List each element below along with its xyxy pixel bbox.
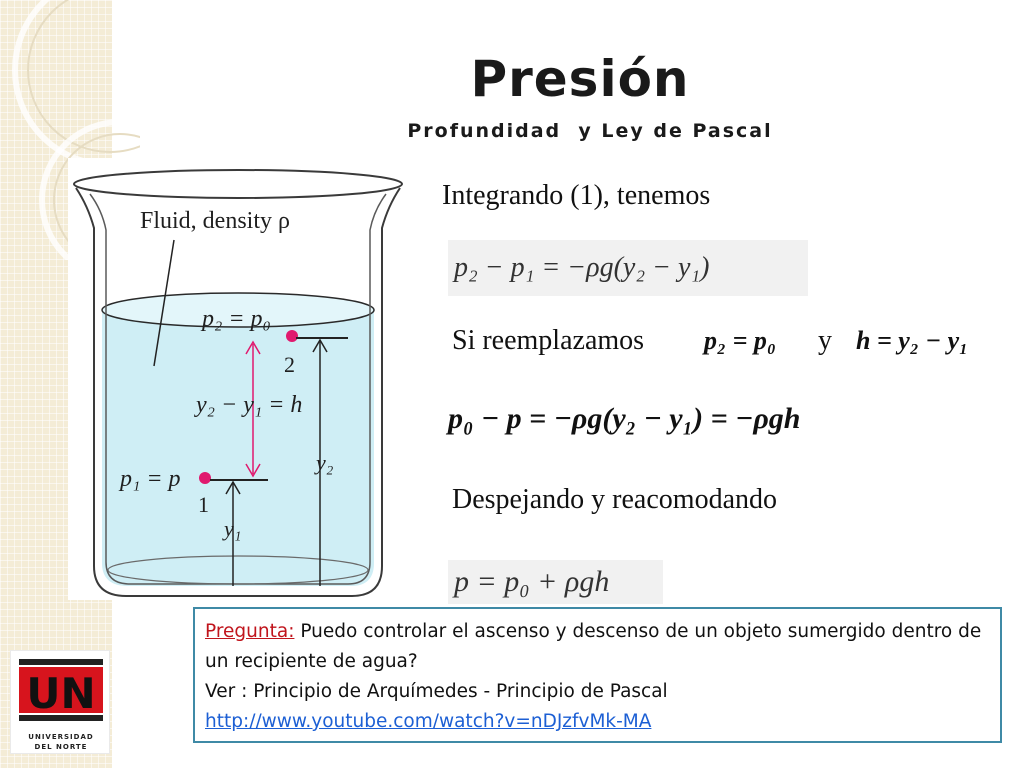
point-2-number: 2 (284, 352, 295, 377)
logo-caption-line-2: DEL NORTE (34, 743, 88, 751)
equation-3: p = p₀ + ρgh (448, 560, 663, 604)
beaker-rim (74, 170, 402, 198)
university-logo (10, 650, 110, 754)
y2-label: y₂ (316, 450, 334, 475)
and-text: y (818, 325, 832, 356)
solving-text: Despejando y reacomodando (452, 484, 777, 515)
h-label: y₂ − y₁ = h (196, 392, 303, 418)
question-label: Pregunta: (205, 621, 295, 642)
page-title: Presión (470, 50, 690, 108)
question-box (193, 607, 1002, 743)
fluid-label: Fluid, density ρ (140, 208, 290, 234)
video-link[interactable]: http://www.youtube.com/watch?v=nDJzfvMk-MA (205, 711, 652, 732)
point-2-marker (286, 330, 298, 342)
beaker-figure (68, 158, 408, 600)
un-logo-mark (11, 655, 111, 735)
point-1-number: 1 (198, 492, 209, 517)
integrating-text: Integrando (1), tenemos (442, 180, 711, 211)
question-text: Puedo controlar el ascenso y descenso de un objeto sumergido dentro de un recipiente de agua? (205, 621, 982, 672)
page-subtitle: Profundidad y Ley de Pascal (407, 120, 773, 142)
beaker-diagram (68, 158, 408, 600)
logo-caption-line-1: UNIVERSIDAD (28, 733, 94, 741)
p2-label: p₂ = p₀ (202, 306, 271, 332)
question-line (205, 617, 990, 677)
y1-label: y₁ (224, 516, 242, 541)
see-also-text: Ver : Principio de Arquímedes - Principio de Pascal (205, 681, 668, 702)
logo-letters: UN (26, 669, 96, 718)
replacing-text: Si reemplazamos (452, 325, 645, 356)
p1-label: p₁ = p (120, 466, 181, 492)
equation-1: p₂ − p₁ = −ρg(y₂ − y₁) (448, 240, 808, 296)
water-body (102, 308, 374, 586)
point-1-marker (199, 472, 211, 484)
equation-2: p₀ − p = −ρg(y₂ − y₁) = −ρgh (448, 402, 801, 435)
substitution-2: h = y₂ − y₁ (856, 326, 969, 355)
substitution-1: p₂ = p₀ (704, 326, 776, 355)
